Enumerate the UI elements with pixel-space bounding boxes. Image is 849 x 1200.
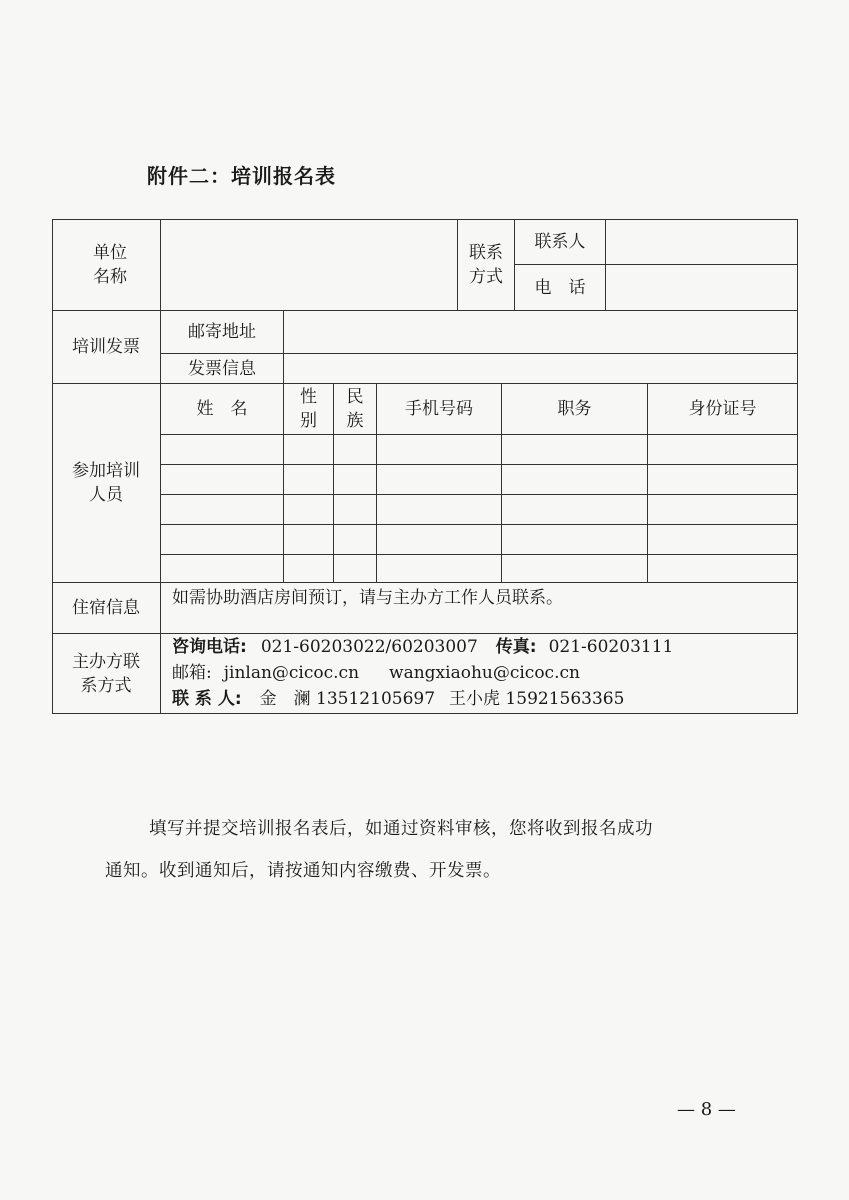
table-border-right: [797, 219, 798, 714]
table-line: [160, 494, 798, 495]
contact-people-label: 联 系 人:: [172, 689, 242, 709]
invoice-info-label: 发票信息: [188, 358, 256, 379]
col-header-id-number: 身份证号: [688, 399, 757, 419]
fax-label: 传真:: [495, 637, 537, 657]
contact-method-label: 联系 方式: [469, 242, 503, 287]
col-header-name: 姓 名: [196, 399, 248, 419]
unit-name-field[interactable]: [161, 220, 456, 309]
col-header-mobile: 手机号码: [405, 399, 473, 419]
phone-label: 电 话: [534, 277, 586, 298]
email-label: 邮箱:: [172, 663, 212, 683]
contact-person-label: 联系人: [534, 231, 586, 252]
page-number: — 8 —: [677, 1099, 736, 1120]
instruction-paragraph-line-2: 通知。收到通知后，请按通知内容缴费、开发票。: [105, 861, 501, 881]
mailing-address-label: 邮寄地址: [188, 322, 256, 342]
accommodation-text: 如需协助酒店房间预订，请与主办方工作人员联系。: [172, 588, 563, 608]
unit-name-label: 单位 名称: [93, 242, 127, 287]
contact-person-1: 金 澜 13512105697: [259, 689, 436, 709]
invoice-label: 培训发票: [72, 337, 140, 357]
col-header-ethnicity: 民 族: [346, 387, 364, 431]
participants-label: 参加培训 人员: [72, 461, 140, 505]
phone-field[interactable]: [606, 265, 797, 310]
contact-people-line: [172, 686, 792, 712]
email-value-2[interactable]: wangxiaohu@cicoc.cn: [389, 663, 580, 683]
fax-value: 021-60203111: [548, 637, 674, 657]
invoice-info-field[interactable]: [284, 354, 797, 383]
consult-phone-value: 021-60203022/60203007: [260, 637, 478, 657]
table-line: [160, 554, 798, 555]
instruction-paragraph-line-1: 填写并提交培训报名表后，如通过资料审核，您将收到报名成功: [149, 819, 653, 839]
consult-phone-label: 咨询电话:: [172, 637, 247, 657]
contact-person-field[interactable]: [606, 220, 797, 264]
consult-phone-line: [172, 634, 792, 660]
accommodation-label: 住宿信息: [72, 598, 140, 618]
registration-form-table: [52, 219, 798, 714]
col-header-gender: 性 别: [300, 387, 317, 431]
col-header-position: 职务: [557, 399, 592, 419]
table-line: [160, 434, 798, 435]
email-value-1[interactable]: jinlan@cicoc.cn: [223, 663, 360, 683]
table-line: [160, 524, 798, 525]
table-border-bottom: [52, 713, 798, 714]
organizer-contact-label: 主办方联 系方式: [72, 651, 140, 696]
contact-person-2: 王小虎 15921563365: [449, 689, 625, 709]
table-line: [160, 464, 798, 465]
page-title: 附件二：培训报名表: [147, 164, 336, 188]
mailing-address-field[interactable]: [284, 311, 797, 353]
email-line: [172, 660, 792, 686]
